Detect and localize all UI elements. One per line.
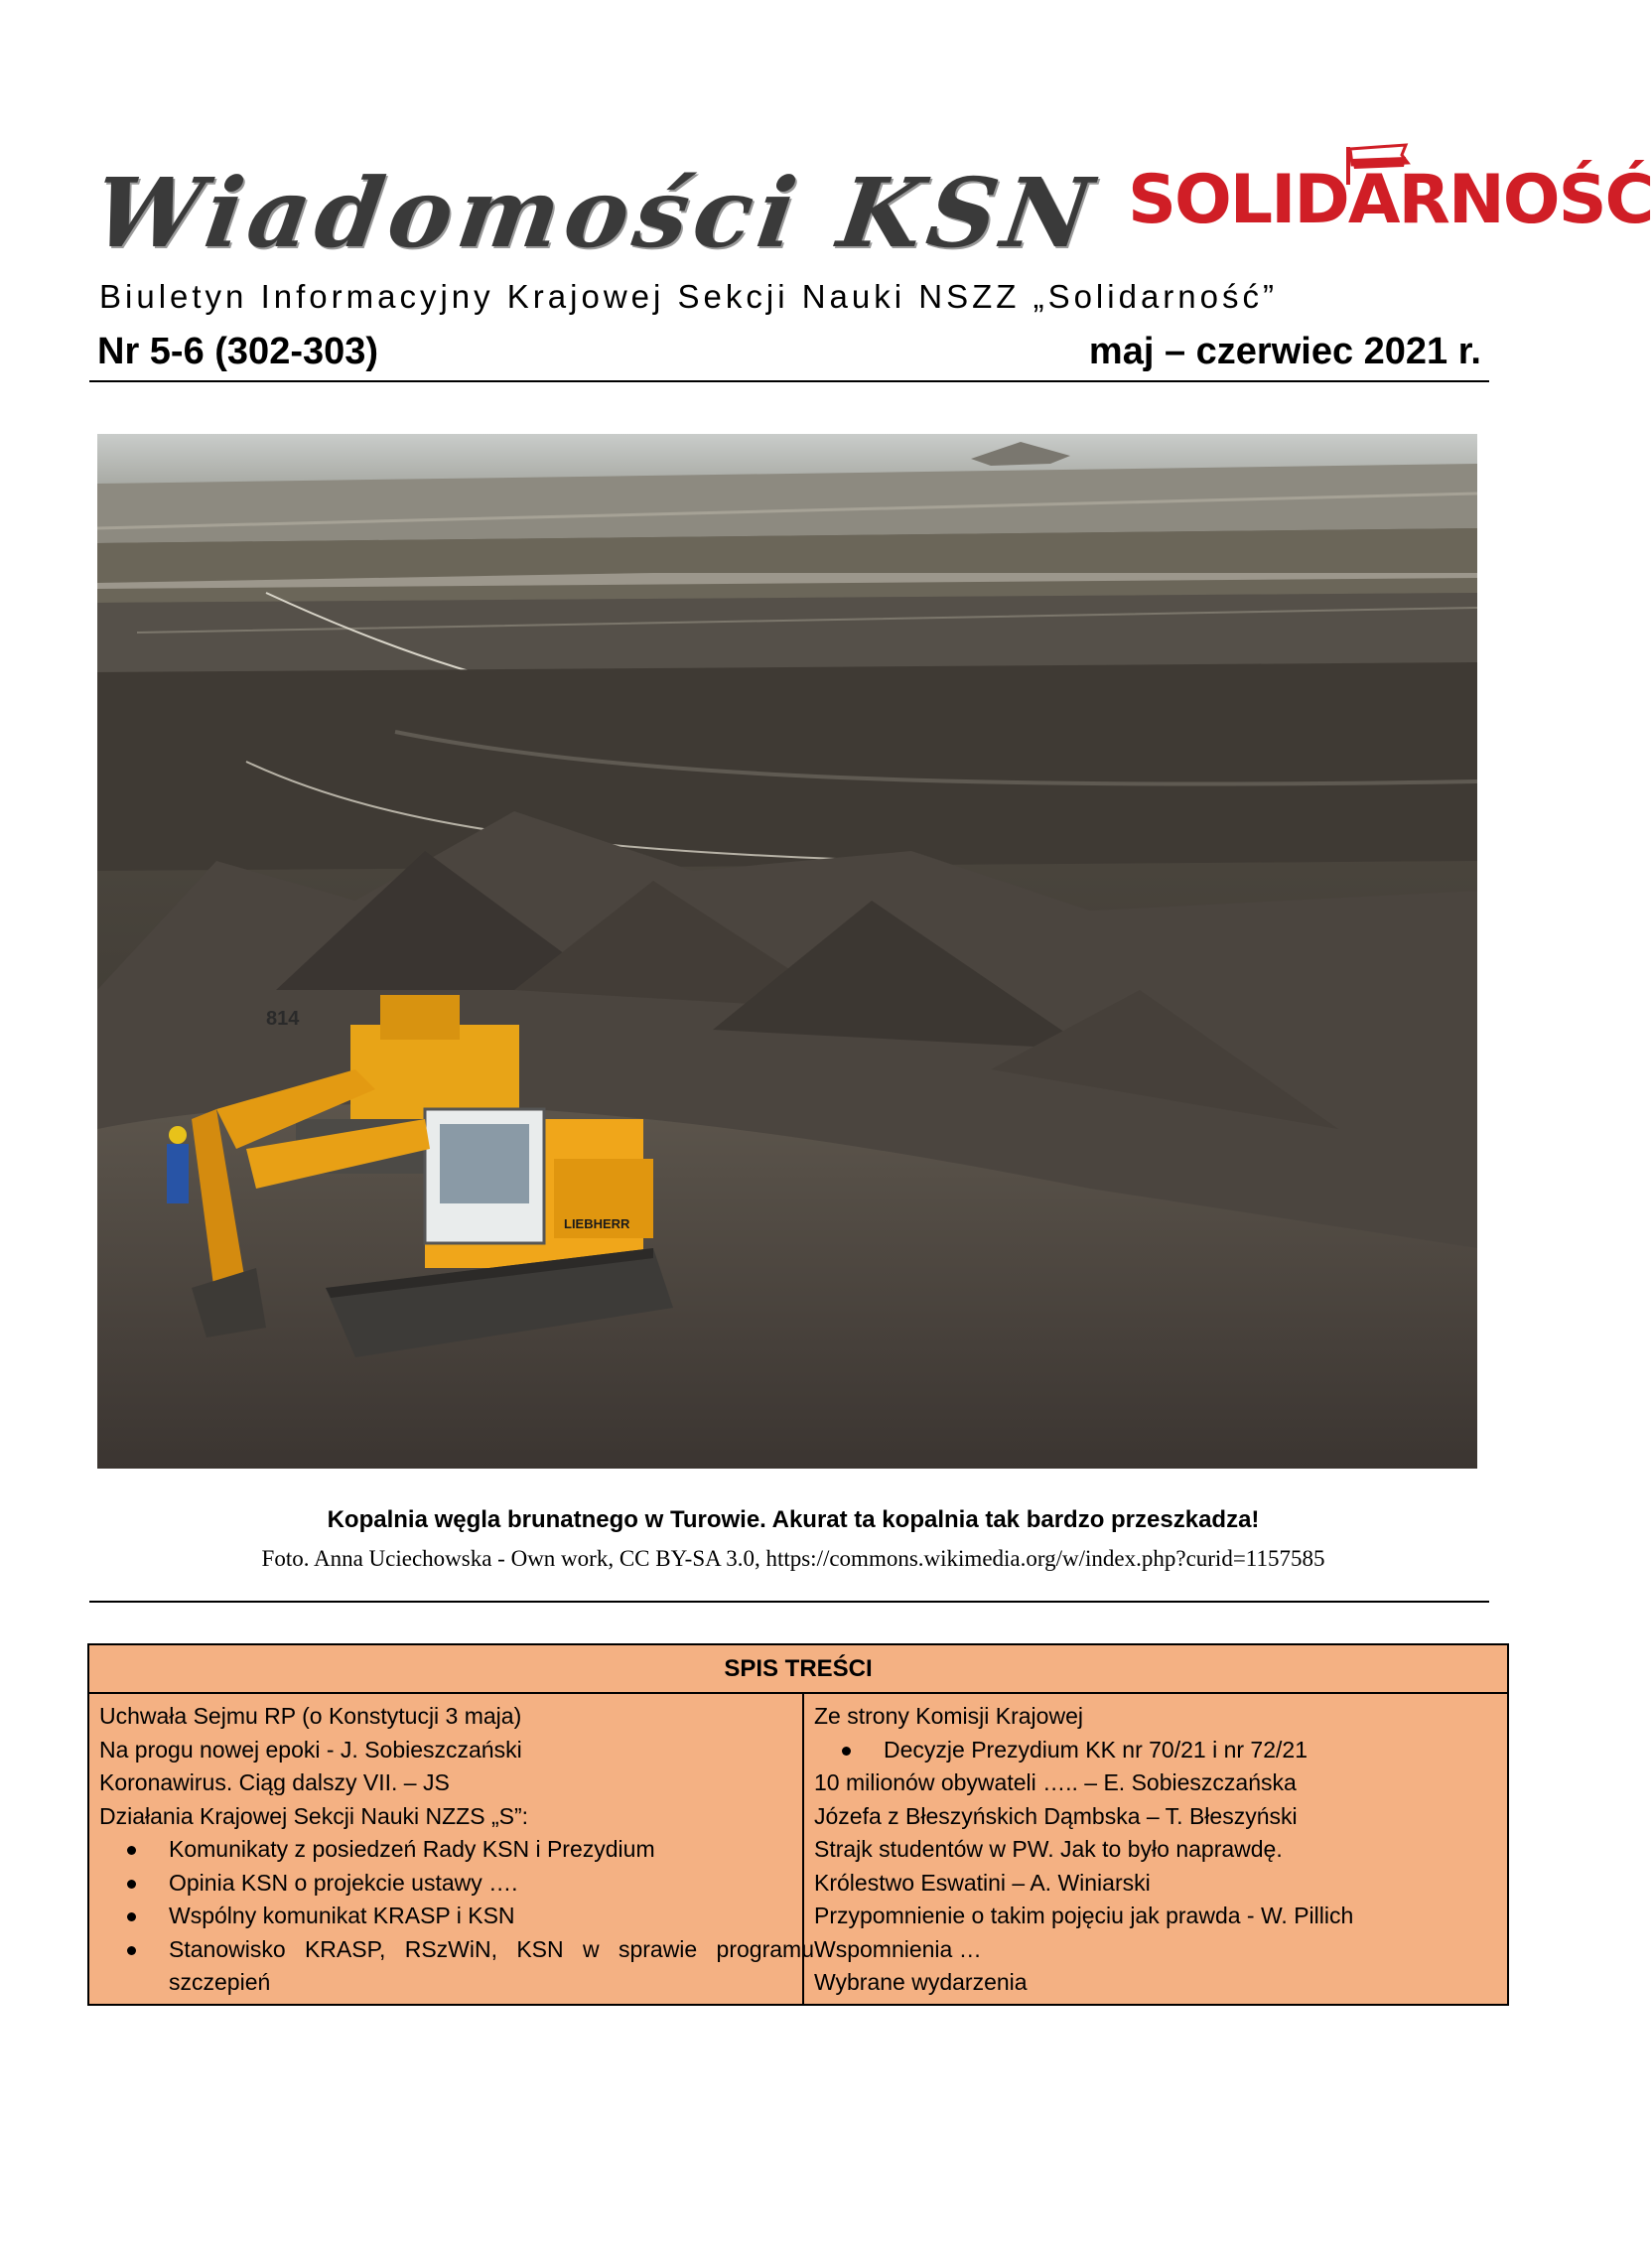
toc-bullet-entry <box>99 1933 814 2000</box>
toc-bullet-entry <box>99 1867 792 1901</box>
toc-entry-text: Koronawirus. Ciąg dalszy VII. – JS <box>99 1769 450 1795</box>
toc-entry-text: Opinia KSN o projekcie ustawy …. <box>169 1869 518 1896</box>
toc-entry <box>99 1700 792 1734</box>
issue-info <box>89 331 1489 382</box>
solidarnosc-logo-text: SOLIDARNOŚĆ <box>1128 161 1652 239</box>
toc-entry <box>814 1933 1497 1967</box>
toc-entry <box>814 1766 1497 1800</box>
toc-entry-text: Stanowisko KRASP, RSzWiN, KSN w sprawie programu szczepień <box>169 1935 814 1995</box>
toc-entry <box>814 1800 1497 1834</box>
bulletin-title: Wiadomości KSN <box>87 157 1105 269</box>
photo-credit: Foto. Anna Uciechowska - Own work, CC BY-SA 3.0, https://commons.wikimedia.org/w/index.php?curid=1157585 <box>261 1546 1325 1571</box>
toc-entry-text: 10 milionów obywateli ….. – E. Sobieszczańska <box>814 1769 1297 1795</box>
toc-entry <box>99 1766 792 1800</box>
issue-number: Nr 5-6 (302-303) <box>97 331 379 372</box>
masthead <box>87 139 1652 269</box>
bullet-icon <box>127 1912 136 1921</box>
toc-entry-text: Przypomnienie o takim pojęciu jak prawda - W. Pillich <box>814 1903 1354 1928</box>
toc-entry <box>814 1966 1497 2000</box>
bulletin-subtitle: Biuletyn Informacyjny Krajowej Sekcji Nauki NSZZ „Solidarność” <box>99 278 1278 315</box>
toc-bullet-entry <box>99 1900 792 1933</box>
toc-entry <box>814 1867 1497 1901</box>
solidarnosc-logo <box>1118 139 1652 258</box>
worker-icon <box>167 1144 189 1203</box>
bullet-icon <box>127 1846 136 1855</box>
toc-entry <box>99 1734 792 1767</box>
toc-left-column <box>89 1694 814 2004</box>
toc-entry-text: Wspomnienia … <box>814 1935 982 1962</box>
issue-date: maj – czerwiec 2021 r. <box>1088 331 1481 372</box>
bullet-icon <box>127 1946 136 1955</box>
toc-entry <box>814 1833 1497 1867</box>
toc-entry <box>814 1900 1497 1933</box>
excavator-number-label: 814 <box>266 1008 300 1030</box>
toc-entry-text: Wspólny komunikat KRASP i KSN <box>169 1903 515 1928</box>
toc-entry-text: Na progu nowej epoki - J. Sobieszczański <box>99 1736 522 1763</box>
toc-entry-text: Komunikaty z posiedzeń Rady KSN i Prezydium <box>169 1836 655 1862</box>
toc-entry-text: Wybrane wydarzenia <box>814 1969 1028 1995</box>
toc-entry-text: Ze strony Komisji Krajowej <box>814 1703 1083 1729</box>
toc-entry-text: Królestwo Eswatini – A. Winiarski <box>814 1869 1151 1896</box>
toc-entry <box>814 1700 1497 1734</box>
divider <box>89 1601 1489 1603</box>
toc-right-column <box>804 1694 1507 2004</box>
toc-entry-text: Strajk studentów w PW. Jak to było naprawdę. <box>814 1836 1283 1862</box>
toc-entry-text: Decyzje Prezydium KK nr 70/21 i nr 72/21 <box>884 1736 1308 1763</box>
bullet-icon <box>842 1747 851 1756</box>
excavator-brand-label: LIEBHERR <box>564 1216 630 1231</box>
table-of-contents <box>87 1643 1509 2006</box>
toc-bullet-entry <box>814 1734 1497 1767</box>
toc-entry-text: Józefa z Błeszyńskich Dąmbska – T. Błeszyński <box>814 1802 1298 1829</box>
toc-bullet-entry <box>99 1833 792 1867</box>
toc-body <box>89 1694 1507 2004</box>
photo-caption: Kopalnia węgla brunatnego w Turowie. Akurat ta kopalnia tak bardzo przeszkadza! <box>327 1506 1260 1533</box>
cover-photo <box>97 434 1477 1469</box>
toc-heading: SPIS TREŚCI <box>89 1645 1507 1694</box>
toc-entry-text: Działania Krajowej Sekcji Nauki NZZS „S”: <box>99 1802 529 1829</box>
toc-entry <box>99 1800 792 1834</box>
bullet-icon <box>127 1880 136 1889</box>
toc-entry-text: Uchwała Sejmu RP (o Konstytucji 3 maja) <box>99 1703 522 1729</box>
